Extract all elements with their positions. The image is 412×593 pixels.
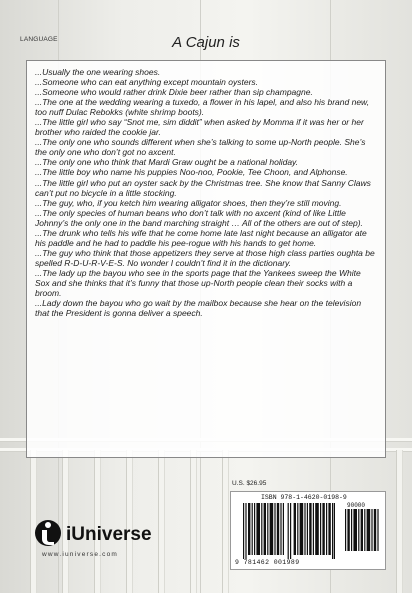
blurb-box: [26, 60, 386, 458]
blurb-entry: ...The little girl who say “Snot me, sim diddit” when asked by Momma if it was her or her brother who raided the cookie jar.: [35, 117, 364, 138]
blurb-entry: ...The little girl who put an oyster sack by the Christmas tree. She know that Sanny Claws can’t put no bicycle in a little stocking.: [35, 177, 371, 198]
blurb-entry: ...Lady down the bayou who go wait by the mailbox because she hear on the television that the President is gonna deliver a speech.: [35, 298, 362, 319]
cover-title: A Cajun is: [172, 34, 240, 51]
blurb-entry: ...The lady up the bayou who see in the sports page that the Yankees sweep the White Sox and she thinks that it’s funny that those up-North people clean their socks with a broom.: [35, 267, 361, 299]
blurb-entry: ...The guy who think that those appetizers they serve at those high class parties oughta be spelled R-D-U-R-V-E-S. No wonder I couldn’t find it in the dictionary.: [35, 247, 375, 268]
blurb-entry: ...Someone who can eat anything except mountain oysters.: [35, 77, 259, 88]
category-label: LANGUAGE: [20, 36, 58, 43]
blurb-entry: ...The one at the wedding wearing a tuxedo, a flower in his lapel, and also his brand new, too nuff Dulac Rebokks (white shrimp boots).: [35, 97, 370, 118]
price-label: U.S. $26.95: [232, 480, 267, 487]
iuniverse-logo-mark: [35, 520, 61, 546]
blurb-list: [35, 67, 377, 318]
blurb-entry: ...The little boy who name his puppies Noo-noo, Pookie, Tee Choon, and Alphonse.: [35, 167, 348, 178]
publisher-url: www.iuniverse.com: [42, 551, 119, 558]
publisher-name: iUniverse: [66, 524, 152, 545]
iuniverse-logo: [34, 517, 184, 549]
blurb-entry: ...The drunk who tells his wife that he come home late last night because an alligator ate his paddle and he had to paddle his pee-rogue with his hands to get home.: [35, 227, 367, 248]
blurb-entry: ...The only one who think that Mardi Graw ought be a national holiday.: [35, 157, 299, 168]
barcode: [230, 491, 386, 570]
blurb-entry: ...Usually the one wearing shoes.: [35, 67, 161, 77]
barcode-addon-bars: [345, 509, 379, 551]
blurb-entry: ...The guy, who, if you ketch him wearing alligator shoes, then they’re still moving.: [35, 197, 342, 208]
blurb-entry: ...Someone who would rather drink Dixie beer rather than sip champagne.: [35, 87, 313, 98]
barcode-digits: 9 781462 001989: [235, 559, 300, 566]
blurb-entry: ...The only species of human beans who don’t talk with no axcent (kind of like Little Johnny’s the only one in the band marching straight … All of the others are out of step).: [35, 207, 363, 228]
blurb-entry: ...The only one who sounds different when she’s talking to some up-North people. She’s the only one who don’t got no axcent.: [35, 137, 366, 158]
barcode-bars: [243, 503, 335, 559]
isbn-label: ISBN 978-1-4620-0198-9: [261, 494, 347, 501]
barcode-addon-digits: 90000: [347, 502, 366, 509]
